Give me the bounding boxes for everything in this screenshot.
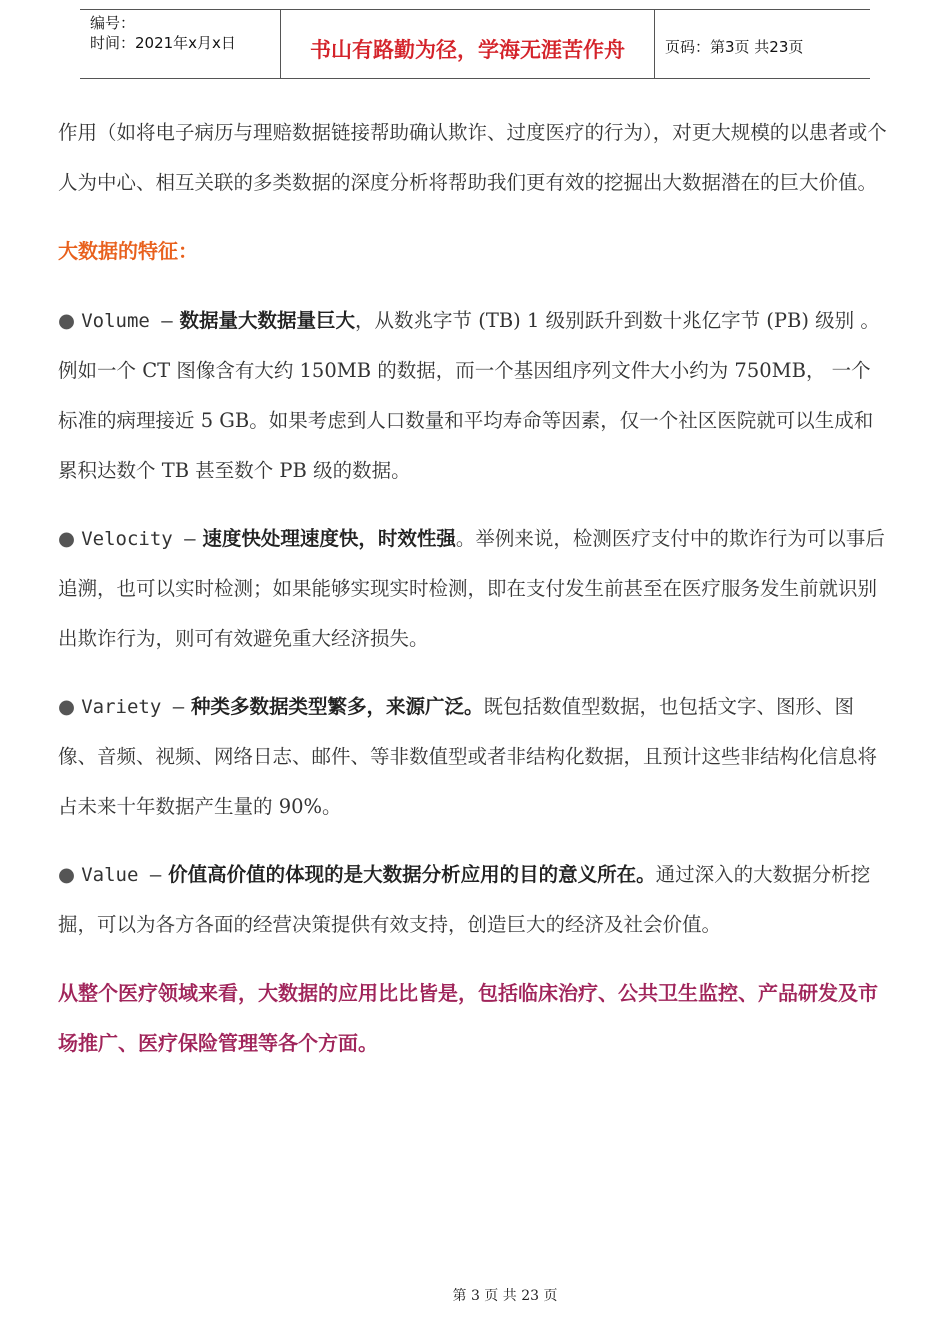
feature-text: 通过深入的大数据分析挖掘，可以为各方各面的经营决策提供有效支持，创造巨大的经济及社会价值。 xyxy=(58,863,871,936)
header-number-label: 编号： xyxy=(90,14,136,32)
feature-text: 。举例来说，检测医疗支付中的欺诈行为可以事后追溯，也可以实时检测；如果能够实现实时检测，即在支付发生前甚至在医疗服务发生前就识别出欺诈行为，则可有效避免重大经济损失。 xyxy=(58,527,885,650)
feature-title: 种类多数据类型繁多，来源广泛。 xyxy=(184,695,484,718)
header-motto-cell xyxy=(281,10,655,78)
feature-term: Value — xyxy=(81,864,162,886)
feature-title: 价值高价值的体现的是大数据分析应用的目的意义所在。 xyxy=(161,863,656,886)
page-footer: 第 3 页 共 23 页 xyxy=(452,1288,558,1304)
feature-term: Variety — xyxy=(81,696,185,718)
feature-term: Velocity — xyxy=(81,528,196,550)
summary-paragraph: 从整个医疗领域来看，大数据的应用比比皆是，包括临床治疗、公共卫生监控、产品研发及市场推广、医疗保险管理等各个方面。 xyxy=(58,981,878,1055)
document-body xyxy=(58,108,888,1068)
page-header xyxy=(80,9,870,79)
header-meta xyxy=(80,10,281,78)
bullet-icon: ● xyxy=(58,309,76,332)
feature-text: 既包括数值型数据，也包括文字、图形、图像、音频、视频、网络日志、邮件、等非数值型或者非结构化数据，且预计这些非结构化信息将占未来十年数据产生量的 90%。 xyxy=(58,695,878,818)
feature-variety xyxy=(58,682,888,832)
bullet-icon: ● xyxy=(58,863,76,886)
intro-paragraph: 作用（如将电子病历与理赔数据链接帮助确认欺诈、过度医疗的行为），对更大规模的以患者或个人为中心、相互关联的多类数据的深度分析将帮助我们更有效的挖掘出大数据潜在的巨大价值。 xyxy=(58,121,887,194)
feature-title: 数据量大数据量巨大 xyxy=(172,309,356,332)
header-page-info: 页码：第3页 共23页 xyxy=(665,38,804,56)
feature-velocity xyxy=(58,514,888,664)
bullet-icon: ● xyxy=(58,695,76,718)
feature-text: ，从数兆字节 (TB) 1 级别跃升到数十兆亿字节 (PB) 级别 。例如一个 CT 图像含有大约 150MB 的数据，而一个基因组序列文件大小约为 750MB， 一个标准的病理接近 5 GB。如果考虑到人口数量和平均寿命等因素，仅一个社区医院就可以生成和累积达数个 TB 甚至数个 PB 级的数据。 xyxy=(58,309,880,482)
bullet-icon: ● xyxy=(58,527,76,550)
feature-volume xyxy=(58,296,888,496)
header-page-cell xyxy=(655,10,870,78)
header-motto: 书山有路勤为径，学海无涯苦作舟 xyxy=(310,38,625,62)
section-heading: 大数据的特征： xyxy=(58,239,198,263)
feature-value xyxy=(58,850,888,950)
feature-term: Volume — xyxy=(81,310,173,332)
header-time-label: 时间：2021年x月x日 xyxy=(90,34,236,52)
feature-title: 速度快处理速度快，时效性强 xyxy=(195,527,456,550)
